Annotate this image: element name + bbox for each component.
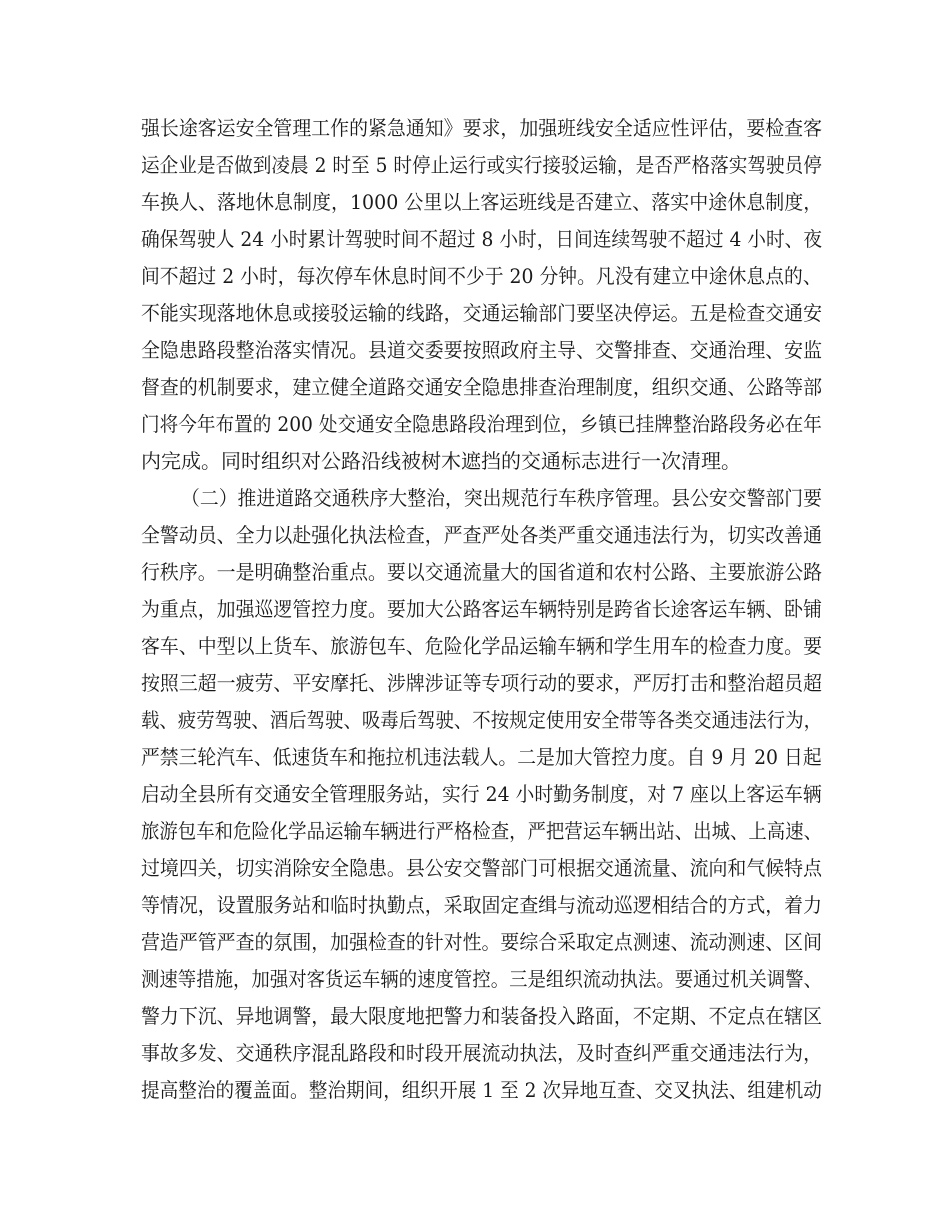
- paragraph-2-line-7: 载、疲劳驾驶、酒后驾驶、吸毒后驾驶、不按规定使用安全带等各类交通违法行为，: [141, 708, 822, 732]
- paragraph-2-line-15: 警力下沉、异地调警，最大限度地把警力和装备投入路面，不定期、不定点在辖区: [141, 1004, 822, 1028]
- paragraph-2-line-2: 全警动员、全力以赴强化执法检查，严查严处各类严重交通违法行为，切实改善通: [141, 523, 822, 547]
- paragraph-1-line-10: 内完成。同时组织对公路沿线被树木遮挡的交通标志进行一次清理。: [141, 449, 741, 473]
- paragraph-2-line-5: 客车、中型以上货车、旅游包车、危险化学品运输车辆和学生用车的检查力度。要: [141, 634, 822, 658]
- paragraph-2-line-8: 严禁三轮汽车、低速货车和拖拉机违法载人。二是加大管控力度。自 9 月 20 日起: [141, 745, 822, 769]
- paragraph-1-line-1: 强长途客运安全管理工作的紧急通知》要求，加强班线安全适应性评估，要检查客: [141, 116, 822, 140]
- paragraph-2-line-11: 过境四关，切实消除安全隐患。县公安交警部门可根据交通流量、流向和气候特点: [141, 856, 822, 880]
- paragraph-1-line-9: 门将今年布置的 200 处交通安全隐患路段治理到位，乡镇已挂牌整治路段务必在年: [141, 412, 822, 436]
- paragraph-2-line-13: 营造严管严查的氛围，加强检查的针对性。要综合采取定点测速、流动测速、区间: [141, 930, 822, 954]
- paragraph-1-line-2: 运企业是否做到凌晨 2 时至 5 时停止运行或实行接驳运输，是否严格落实驾驶员停: [141, 153, 822, 177]
- paragraph-2-line-12: 等情况，设置服务站和临时执勤点，采取固定查缉与流动巡逻相结合的方式，着力: [141, 893, 822, 917]
- paragraph-1-line-7: 全隐患路段整治落实情况。县道交委要按照政府主导、交警排查、交通治理、安监: [141, 338, 822, 362]
- paragraph-1-line-8: 督查的机制要求，建立健全道路交通安全隐患排查治理制度，组织交通、公路等部: [141, 375, 822, 399]
- paragraph-2-line-6: 按照三超一疲劳、平安摩托、涉牌涉证等专项行动的要求，严厉打击和整治超员超: [141, 671, 822, 695]
- paragraph-2-line-4: 为重点，加强巡逻管控力度。要加大公路客运车辆特别是跨省长途客运车辆、卧铺: [141, 597, 822, 621]
- paragraph-2-line-10: 旅游包车和危险化学品运输车辆进行严格检查，严把营运车辆出站、出城、上高速、: [141, 819, 822, 843]
- paragraph-2-line-9: 启动全县所有交通安全管理服务站，实行 24 小时勤务制度，对 7 座以上客运车辆: [141, 782, 822, 806]
- paragraph-1-line-4: 确保驾驶人 24 小时累计驾驶时间不超过 8 小时，日间连续驾驶不超过 4 小时、夜: [141, 227, 823, 251]
- paragraph-1-line-5: 间不超过 2 小时，每次停车休息时间不少于 20 分钟。凡没有建立中途休息点的、: [141, 264, 822, 288]
- paragraph-2-line-14: 测速等措施，加强对客货运车辆的速度管控。三是组织流动执法。要通过机关调警、: [141, 967, 822, 991]
- paragraph-2-line-16: 事故多发、交通秩序混乱路段和时段开展流动执法，及时查纠严重交通违法行为，: [141, 1041, 822, 1065]
- paragraph-2-line-17: 提高整治的覆盖面。整治期间，组织开展 1 至 2 次异地互查、交叉执法、组建机动: [141, 1078, 822, 1102]
- paragraph-1-line-3: 车换人、落地休息制度，1000 公里以上客运班线是否建立、落实中途休息制度，: [141, 190, 823, 214]
- paragraph-2-line-1: （二）推进道路交通秩序大整治，突出规范行车秩序管理。县公安交警部门要: [181, 486, 822, 510]
- paragraph-1-line-6: 不能实现落地休息或接驳运输的线路，交通运输部门要坚决停运。五是检查交通安: [141, 301, 822, 325]
- paragraph-2-line-3: 行秩序。一是明确整治重点。要以交通流量大的国省道和农村公路、主要旅游公路: [141, 560, 822, 584]
